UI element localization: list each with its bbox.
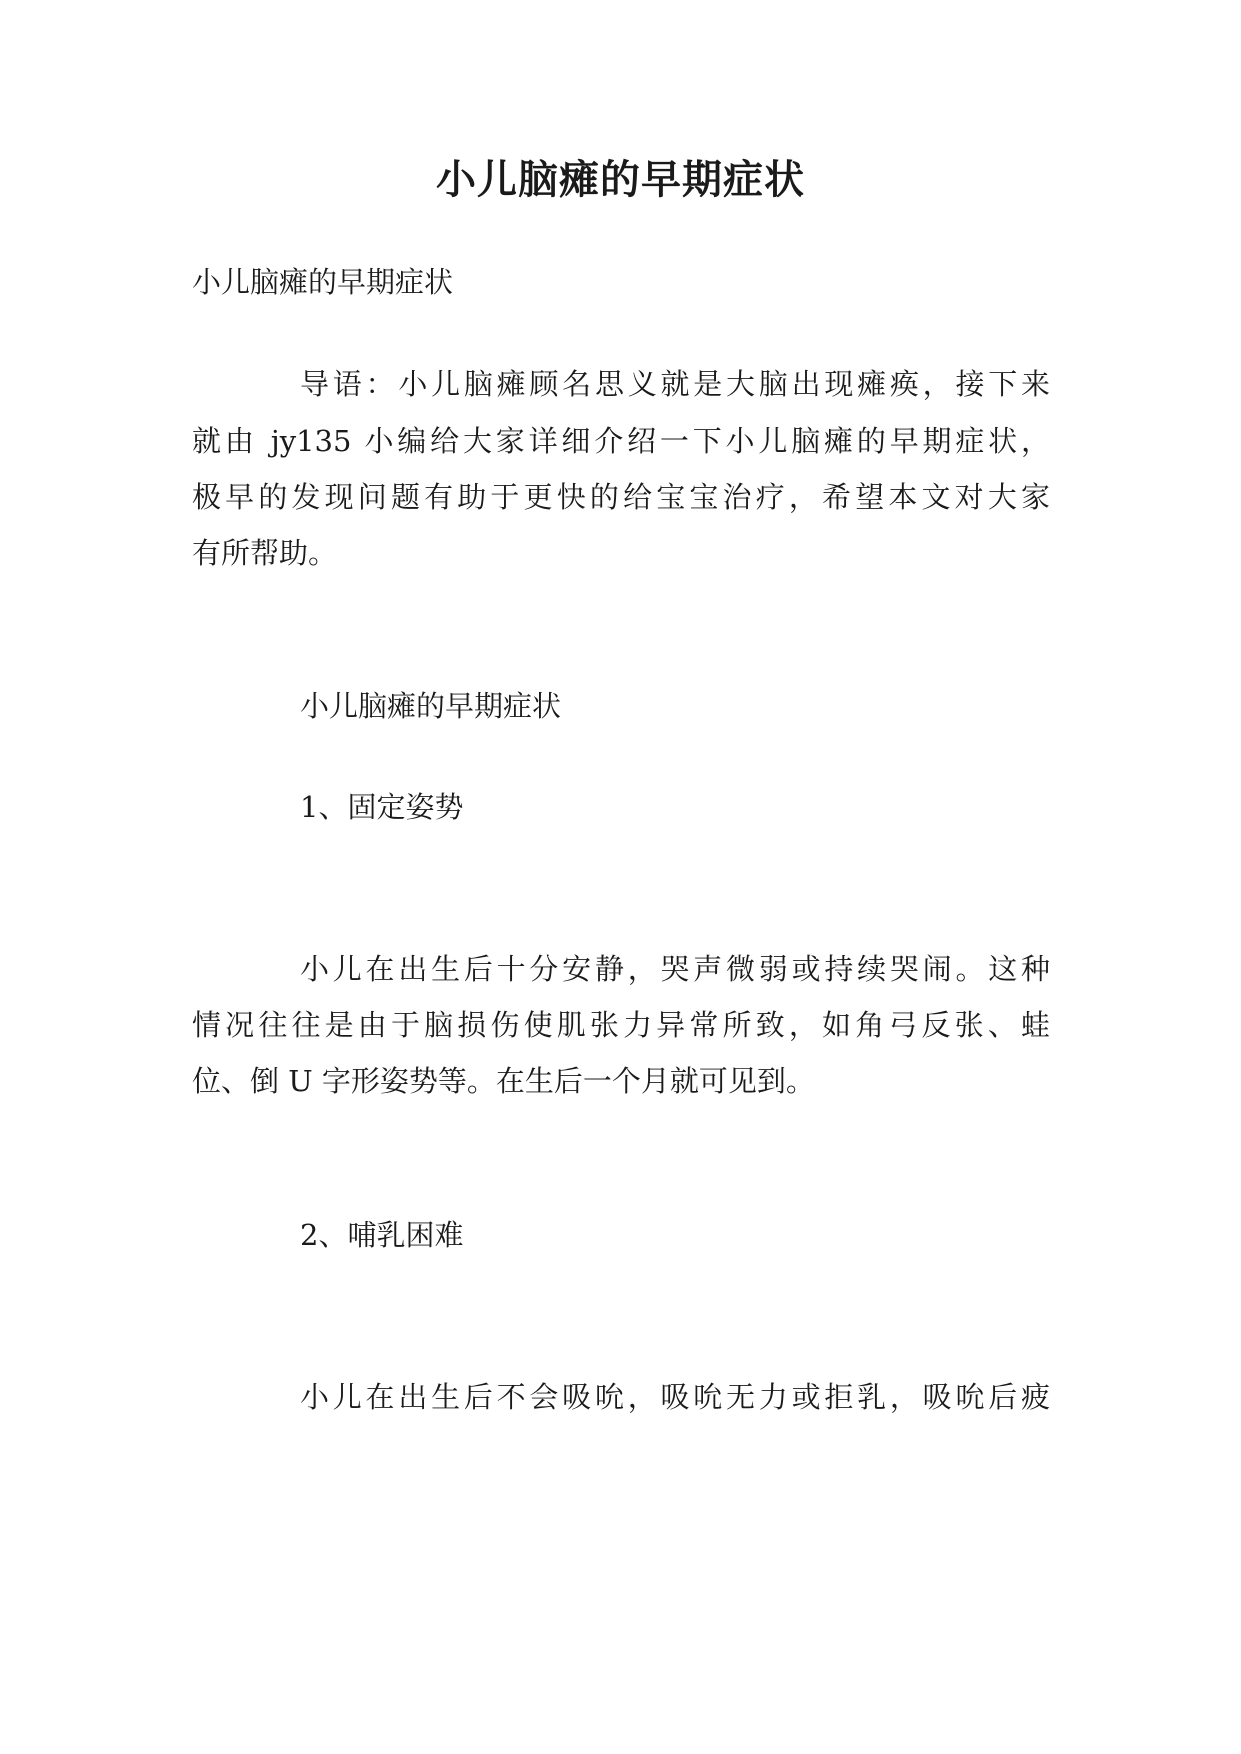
item-heading: 1、固定姿势 xyxy=(300,790,464,824)
intro-line: 极早的发现问题有助于更快的给宝宝治疗，希望本文对大家 xyxy=(192,480,1050,514)
item-paragraph-line: 小儿在出生后不会吸吮，吸吮无力或拒乳，吸吮后疲 xyxy=(300,1380,1050,1414)
document-title: 小儿脑瘫的早期症状 xyxy=(436,156,805,203)
intro-line: 就由 jy135 小编给大家详细介绍一下小儿脑瘫的早期症状， xyxy=(192,424,1050,458)
intro-line: 有所帮助。 xyxy=(192,536,338,570)
item-paragraph-line: 位、倒 U 字形姿势等。在生后一个月就可见到。 xyxy=(192,1064,815,1098)
intro-line: 导语：小儿脑瘫顾名思义就是大脑出现瘫痪，接下来 xyxy=(300,367,1050,401)
section-heading: 小儿脑瘫的早期症状 xyxy=(300,689,562,723)
document-subtitle: 小儿脑瘫的早期症状 xyxy=(192,265,454,299)
item-heading: 2、哺乳困难 xyxy=(300,1218,464,1252)
item-paragraph-line: 小儿在出生后十分安静，哭声微弱或持续哭闹。这种 xyxy=(300,952,1050,986)
item-paragraph-line: 情况往往是由于脑损伤使肌张力异常所致，如角弓反张、蛙 xyxy=(192,1008,1050,1042)
